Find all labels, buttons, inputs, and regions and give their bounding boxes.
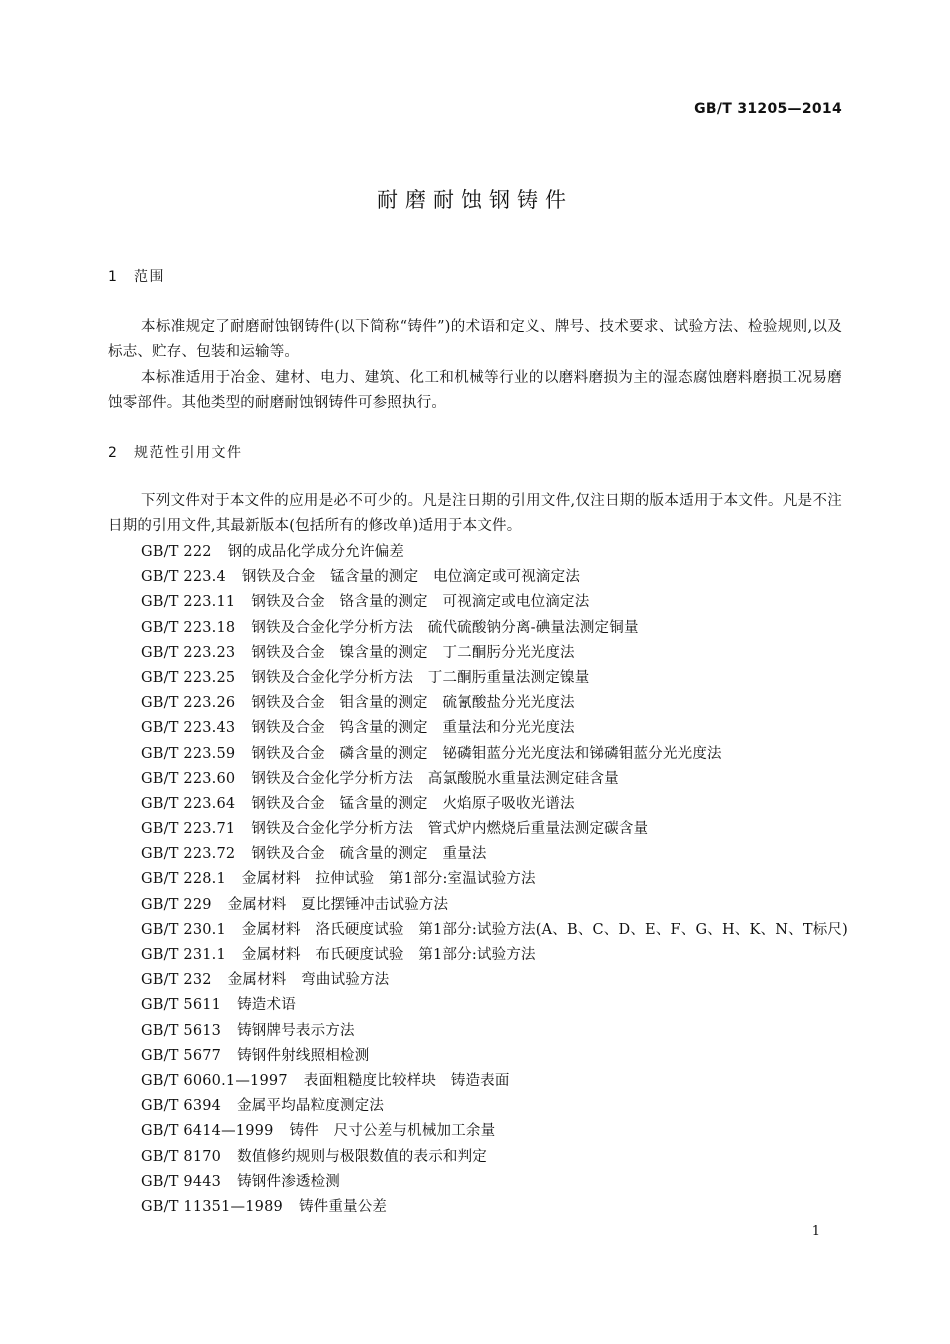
- section-1-paragraph-1: 本标准规定了耐磨耐蚀钢铸件(以下简称“铸件”)的术语和定义、牌号、技术要求、试验方法、检验规则,以及标志、贮存、包装和运输等。: [108, 319, 842, 360]
- normative-references-list: [141, 540, 851, 1220]
- section-2-paragraph-1: 下列文件对于本文件的应用是必不可少的。凡是注日期的引用文件,仅注日期的版本适用于本文件。凡是不注日期的引用文件,其最新版本(包括所有的修改单)适用于本文件。: [108, 493, 842, 534]
- reference-code: GB/T 223.25: [141, 669, 236, 686]
- reference-title: 钢铁及合金 钼含量的测定 硫氰酸盐分光光度法: [251, 695, 575, 712]
- reference-code: GB/T 230.1: [141, 921, 226, 938]
- reference-code: GB/T 8170: [141, 1148, 222, 1165]
- reference-item: [141, 867, 851, 892]
- reference-code: GB/T 5611: [141, 997, 222, 1014]
- document-title: 耐磨耐蚀钢铸件: [377, 188, 573, 212]
- reference-code: GB/T 6414—1999: [141, 1123, 274, 1140]
- reference-code: GB/T 223.4: [141, 569, 226, 586]
- reference-code: GB/T 229: [141, 896, 212, 913]
- reference-code: GB/T 223.59: [141, 745, 236, 762]
- reference-title: 钢铁及合金化学分析方法 管式炉内燃烧后重量法测定碳含量: [251, 821, 649, 838]
- section-1-paragraph-2: 本标准适用于冶金、建材、电力、建筑、化工和机械等行业的以磨料磨损为主的湿态腐蚀磨料磨损工况易磨蚀零部件。其他类型的耐磨耐蚀钢铸件可参照执行。: [108, 370, 842, 411]
- reference-code: GB/T 223.26: [141, 695, 236, 712]
- reference-item: [141, 1195, 851, 1220]
- reference-item: [141, 691, 851, 716]
- reference-title: 钢铁及合金 镍含量的测定 丁二酮肟分光光度法: [251, 644, 575, 661]
- reference-item: [141, 616, 851, 641]
- section-title: 范围: [134, 269, 165, 285]
- reference-code: GB/T 6060.1—1997: [141, 1072, 288, 1089]
- reference-code: GB/T 223.18: [141, 619, 236, 636]
- reference-title: 表面粗糙度比较样块 铸造表面: [303, 1072, 510, 1089]
- reference-title: 钢铁及合金 磷含量的测定 铋磷钼蓝分光光度法和锑磷钼蓝分光光度法: [251, 745, 722, 762]
- reference-item: [141, 893, 851, 918]
- reference-code: GB/T 6394: [141, 1098, 222, 1115]
- reference-item: [141, 1044, 851, 1069]
- reference-item: [141, 1119, 851, 1144]
- reference-item: [141, 1145, 851, 1170]
- reference-code: GB/T 223.11: [141, 594, 236, 611]
- reference-title: 铸钢件渗透检测: [237, 1173, 341, 1190]
- reference-title: 铸钢牌号表示方法: [237, 1022, 355, 1039]
- reference-title: 钢铁及合金化学分析方法 高氯酸脱水重量法测定硅含量: [251, 770, 619, 787]
- reference-item: [141, 1094, 851, 1119]
- page-number: 1: [811, 1224, 820, 1239]
- section-number: 2: [108, 445, 119, 461]
- reference-item: [141, 842, 851, 867]
- reference-code: GB/T 5677: [141, 1047, 222, 1064]
- reference-item: [141, 540, 851, 565]
- reference-item: [141, 641, 851, 666]
- reference-title: 铸件重量公差: [298, 1198, 388, 1215]
- reference-item: [141, 590, 851, 615]
- reference-title: 金属材料 弯曲试验方法: [227, 972, 390, 989]
- reference-title: 金属平均晶粒度测定法: [237, 1098, 385, 1115]
- reference-title: 数值修约规则与极限数值的表示和判定: [237, 1148, 488, 1165]
- reference-title: 钢铁及合金 锰含量的测定 电位滴定或可视滴定法: [241, 569, 581, 586]
- reference-code: GB/T 5613: [141, 1022, 222, 1039]
- section-title: 规范性引用文件: [134, 445, 243, 461]
- reference-code: GB/T 228.1: [141, 871, 226, 888]
- standard-code: GB/T 31205—2014: [694, 101, 842, 117]
- reference-item: [141, 565, 851, 590]
- reference-code: GB/T 223.23: [141, 644, 236, 661]
- reference-title: 钢铁及合金化学分析方法 硫代硫酸钠分离-碘量法测定铜量: [251, 619, 639, 636]
- reference-code: GB/T 231.1: [141, 947, 226, 963]
- reference-title: 钢铁及合金 钨含量的测定 重量法和分光光度法: [251, 720, 575, 737]
- reference-title: 金属材料 夏比摆锤冲击试验方法: [227, 896, 449, 913]
- reference-item: [141, 968, 851, 993]
- reference-item: [141, 792, 851, 817]
- reference-code: GB/T 223.64: [141, 795, 236, 812]
- reference-item: [141, 1069, 851, 1094]
- reference-title: 钢铁及合金 硫含量的测定 重量法: [251, 846, 487, 863]
- reference-title: 铸钢件射线照相检测: [237, 1047, 370, 1064]
- reference-title: 铸件 尺寸公差与机械加工余量: [289, 1123, 496, 1140]
- reference-code: GB/T 223.72: [141, 846, 236, 863]
- reference-title: 金属材料 布氏硬度试验 第1部分:试验方法: [241, 947, 536, 963]
- section-number: 1: [108, 269, 119, 285]
- reference-title: 钢铁及合金化学分析方法 丁二酮肟重量法测定镍量: [251, 669, 590, 686]
- section-1-heading: [108, 266, 165, 286]
- reference-title: 钢铁及合金 铬含量的测定 可视滴定或电位滴定法: [251, 594, 590, 611]
- reference-item: [141, 742, 851, 767]
- reference-title: 金属材料 洛氏硬度试验 第1部分:试验方法(A、B、C、D、E、F、G、H、K、N、T标尺): [241, 921, 848, 938]
- section-2-heading: [108, 442, 243, 462]
- reference-code: GB/T 222: [141, 544, 212, 560]
- reference-code: GB/T 11351—1989: [141, 1198, 283, 1215]
- reference-code: GB/T 223.71: [141, 821, 236, 838]
- reference-code: GB/T 223.43: [141, 720, 236, 737]
- reference-title: 铸造术语: [237, 997, 296, 1014]
- reference-item: [141, 716, 851, 741]
- reference-item: [141, 666, 851, 691]
- reference-title: 金属材料 拉伸试验 第1部分:室温试验方法: [241, 871, 536, 888]
- reference-item: [141, 918, 851, 943]
- reference-title: 钢的成品化学成分允许偏差: [227, 544, 405, 560]
- reference-item: [141, 1170, 851, 1195]
- reference-title: 钢铁及合金 锰含量的测定 火焰原子吸收光谱法: [251, 795, 575, 812]
- reference-code: GB/T 223.60: [141, 770, 236, 787]
- reference-item: [141, 943, 851, 968]
- reference-item: [141, 767, 851, 792]
- reference-code: GB/T 9443: [141, 1173, 222, 1190]
- reference-item: [141, 993, 851, 1018]
- reference-code: GB/T 232: [141, 972, 212, 989]
- reference-item: [141, 1019, 851, 1044]
- reference-item: [141, 817, 851, 842]
